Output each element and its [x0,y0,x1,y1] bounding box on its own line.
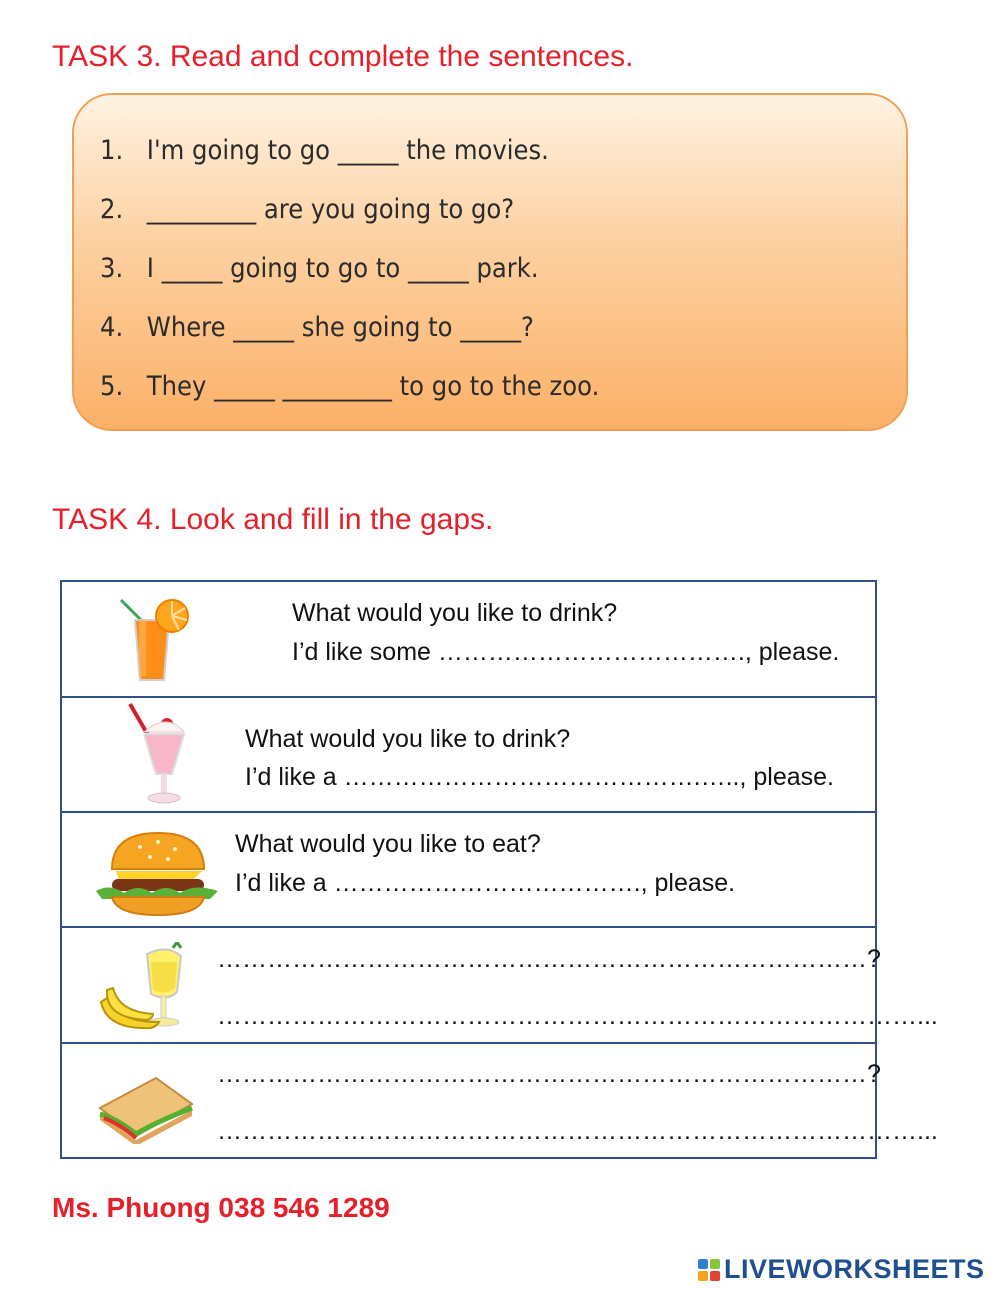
sentence-text: I'm going to go _____ the movies. [146,135,549,166]
table-row [62,582,875,698]
task4-title: TASK 4. Look and fill in the gaps. [52,503,494,536]
hamburger-icon [90,829,226,919]
milkshake-icon [122,702,192,808]
sentence-3 [100,253,539,284]
question-text: What would you like to eat? [235,830,541,858]
table-row [62,928,938,1044]
sentence-number: 3. [100,253,124,284]
answer-text: I’d like some ………………………………., please. [292,638,840,666]
sentence-number: 2. [100,194,124,225]
question-gap: ……………………………………………………………………? [217,945,881,973]
sentence-text: I _____ going to go to _____ park. [146,253,539,284]
sentence-number: 4. [100,312,124,343]
sentence-text: They _____ _________ to go to the zoo. [146,371,600,402]
answer-gap: …………………………………………………………………………... [217,1117,938,1145]
sandwich-icon [96,1074,196,1144]
sentence-5 [100,371,599,402]
task3-title: TASK 3. Read and complete the sentences. [52,40,634,73]
brand-blocks-icon [698,1259,720,1281]
sentence-text: _________ are you going to go? [146,194,515,225]
orange-juice-icon [117,594,192,686]
question-text: What would you like to drink? [292,599,618,627]
answer-gap: …………………………………………………………………………... [217,1002,938,1030]
table-row [62,698,875,813]
food-table [60,580,938,1159]
sentence-1 [100,135,549,166]
question-text: What would you like to drink? [245,725,571,753]
answer-text: I’d like a …………………………………….….., please. [245,763,835,791]
table-row [62,1044,938,1159]
sentence-text: Where _____ she going to _____? [146,312,534,343]
sentence-2 [100,194,514,225]
liveworksheets-logo [698,1254,985,1285]
sentence-number: 5. [100,371,124,402]
banana-smoothie-icon [97,942,187,1034]
author-credit: Ms. Phuong 038 546 1289 [52,1192,390,1223]
sentence-box [72,93,908,431]
sentence-number: 1. [100,135,124,166]
brand-name: LIVEWORKSHEETS [724,1254,985,1284]
question-gap: ……………………………………………………………………? [217,1060,881,1088]
answer-text: I’d like a ………………………………., please. [235,869,736,897]
table-row [62,813,875,928]
sentence-4 [100,312,534,343]
